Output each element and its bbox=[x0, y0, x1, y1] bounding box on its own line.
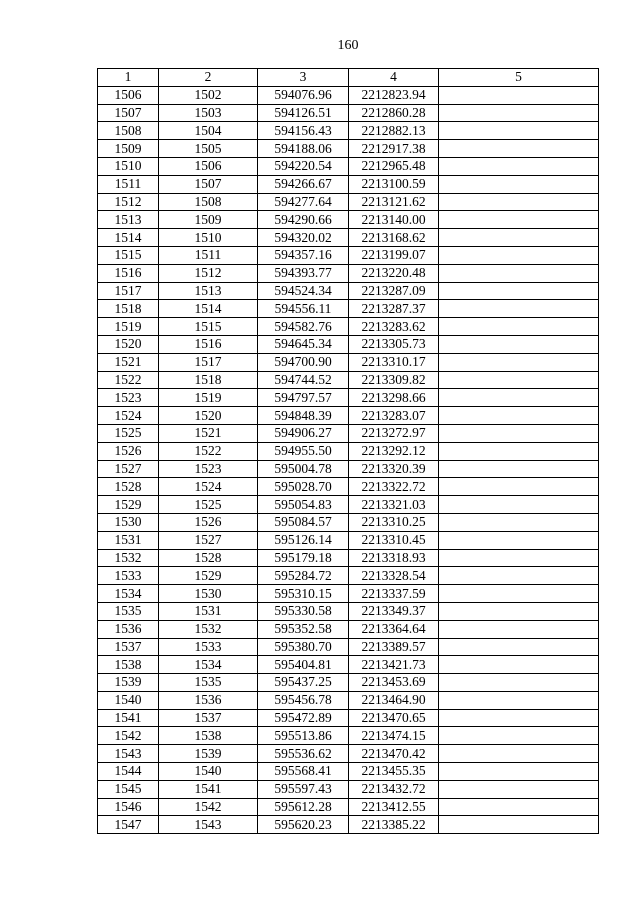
table-cell-col-3: 594320.02 bbox=[258, 229, 349, 247]
table-row bbox=[98, 318, 599, 336]
table-cell-col-5 bbox=[439, 442, 599, 460]
table-cell-col-4: 2212882.13 bbox=[349, 122, 439, 140]
table-cell-col-1: 1539 bbox=[98, 674, 159, 692]
table-row bbox=[98, 549, 599, 567]
table-cell-col-4: 2213389.57 bbox=[349, 638, 439, 656]
table-cell-col-3: 595536.62 bbox=[258, 745, 349, 763]
table-cell-col-5 bbox=[439, 389, 599, 407]
table-cell-col-4: 2213328.54 bbox=[349, 567, 439, 585]
table-cell-col-2: 1540 bbox=[159, 763, 258, 781]
table-cell-col-1: 1543 bbox=[98, 745, 159, 763]
table-cell-col-3: 595126.14 bbox=[258, 531, 349, 549]
table-cell-col-1: 1512 bbox=[98, 193, 159, 211]
table-row bbox=[98, 264, 599, 282]
table-cell-col-1: 1530 bbox=[98, 513, 159, 531]
table-cell-col-3: 595352.58 bbox=[258, 620, 349, 638]
table-header bbox=[98, 69, 599, 87]
table-cell-col-1: 1509 bbox=[98, 140, 159, 158]
table-row bbox=[98, 780, 599, 798]
table-cell-col-1: 1523 bbox=[98, 389, 159, 407]
table-cell-col-4: 2213199.07 bbox=[349, 246, 439, 264]
table-row bbox=[98, 389, 599, 407]
table-cell-col-4: 2213470.65 bbox=[349, 709, 439, 727]
table-cell-col-2: 1506 bbox=[159, 157, 258, 175]
table-cell-col-2: 1535 bbox=[159, 674, 258, 692]
table-cell-col-3: 595472.89 bbox=[258, 709, 349, 727]
table-row bbox=[98, 442, 599, 460]
table-cell-col-2: 1529 bbox=[159, 567, 258, 585]
table-cell-col-1: 1515 bbox=[98, 246, 159, 264]
table-cell-col-3: 595620.23 bbox=[258, 816, 349, 834]
table-cell-col-2: 1504 bbox=[159, 122, 258, 140]
table-cell-col-2: 1534 bbox=[159, 656, 258, 674]
table-cell-col-1: 1538 bbox=[98, 656, 159, 674]
table-cell-col-2: 1522 bbox=[159, 442, 258, 460]
table-cell-col-2: 1525 bbox=[159, 496, 258, 514]
table-cell-col-5 bbox=[439, 318, 599, 336]
table-cell-col-2: 1516 bbox=[159, 335, 258, 353]
table-cell-col-3: 594156.43 bbox=[258, 122, 349, 140]
table-cell-col-5 bbox=[439, 335, 599, 353]
header-col-2: 2 bbox=[159, 69, 258, 87]
table-cell-col-1: 1534 bbox=[98, 585, 159, 603]
table-cell-col-1: 1506 bbox=[98, 86, 159, 104]
table-cell-col-2: 1517 bbox=[159, 353, 258, 371]
table-cell-col-4: 2213283.62 bbox=[349, 318, 439, 336]
table-cell-col-4: 2213309.82 bbox=[349, 371, 439, 389]
table-cell-col-5 bbox=[439, 496, 599, 514]
table-cell-col-5 bbox=[439, 709, 599, 727]
table-cell-col-1: 1544 bbox=[98, 763, 159, 781]
table-cell-col-4: 2213364.64 bbox=[349, 620, 439, 638]
table-row bbox=[98, 193, 599, 211]
table-cell-col-4: 2213385.22 bbox=[349, 816, 439, 834]
table-cell-col-1: 1528 bbox=[98, 478, 159, 496]
table-cell-col-5 bbox=[439, 638, 599, 656]
table-cell-col-4: 2213220.48 bbox=[349, 264, 439, 282]
table-cell-col-3: 594645.34 bbox=[258, 335, 349, 353]
table-cell-col-4: 2213349.37 bbox=[349, 602, 439, 620]
table-cell-col-5 bbox=[439, 798, 599, 816]
table-cell-col-4: 2213464.90 bbox=[349, 691, 439, 709]
table-row bbox=[98, 602, 599, 620]
table-cell-col-4: 2213140.00 bbox=[349, 211, 439, 229]
table-cell-col-3: 594126.51 bbox=[258, 104, 349, 122]
table-cell-col-5 bbox=[439, 140, 599, 158]
table-cell-col-3: 594277.64 bbox=[258, 193, 349, 211]
table-cell-col-2: 1539 bbox=[159, 745, 258, 763]
table-cell-col-3: 594357.16 bbox=[258, 246, 349, 264]
table-cell-col-5 bbox=[439, 780, 599, 798]
table-cell-col-5 bbox=[439, 745, 599, 763]
table-row bbox=[98, 86, 599, 104]
table-cell-col-2: 1532 bbox=[159, 620, 258, 638]
table-cell-col-1: 1532 bbox=[98, 549, 159, 567]
header-col-4: 4 bbox=[349, 69, 439, 87]
table-cell-col-2: 1503 bbox=[159, 104, 258, 122]
table-row bbox=[98, 638, 599, 656]
table-cell-col-1: 1524 bbox=[98, 407, 159, 425]
table-cell-col-3: 595456.78 bbox=[258, 691, 349, 709]
table-row bbox=[98, 122, 599, 140]
coordinates-table bbox=[97, 68, 599, 834]
table-cell-col-5 bbox=[439, 424, 599, 442]
table-cell-col-1: 1533 bbox=[98, 567, 159, 585]
table-cell-col-5 bbox=[439, 122, 599, 140]
table-cell-col-3: 594797.57 bbox=[258, 389, 349, 407]
table-cell-col-2: 1508 bbox=[159, 193, 258, 211]
table-row bbox=[98, 175, 599, 193]
table-cell-col-1: 1519 bbox=[98, 318, 159, 336]
table-row bbox=[98, 140, 599, 158]
table-cell-col-4: 2212965.48 bbox=[349, 157, 439, 175]
table-cell-col-4: 2213337.59 bbox=[349, 585, 439, 603]
table-cell-col-2: 1505 bbox=[159, 140, 258, 158]
table-cell-col-4: 2213168.62 bbox=[349, 229, 439, 247]
table-cell-col-2: 1515 bbox=[159, 318, 258, 336]
table-cell-col-2: 1520 bbox=[159, 407, 258, 425]
table-cell-col-1: 1537 bbox=[98, 638, 159, 656]
table-cell-col-5 bbox=[439, 104, 599, 122]
table-cell-col-1: 1531 bbox=[98, 531, 159, 549]
table-cell-col-3: 595054.83 bbox=[258, 496, 349, 514]
table-cell-col-2: 1509 bbox=[159, 211, 258, 229]
table-row bbox=[98, 513, 599, 531]
table-row bbox=[98, 620, 599, 638]
table-cell-col-4: 2213421.73 bbox=[349, 656, 439, 674]
table-cell-col-5 bbox=[439, 157, 599, 175]
table-row bbox=[98, 674, 599, 692]
table-cell-col-3: 594076.96 bbox=[258, 86, 349, 104]
table-cell-col-5 bbox=[439, 567, 599, 585]
table-cell-col-4: 2213318.93 bbox=[349, 549, 439, 567]
table-cell-col-1: 1510 bbox=[98, 157, 159, 175]
table-row bbox=[98, 371, 599, 389]
table-cell-col-1: 1529 bbox=[98, 496, 159, 514]
table-cell-col-1: 1518 bbox=[98, 300, 159, 318]
table-cell-col-2: 1524 bbox=[159, 478, 258, 496]
table-row bbox=[98, 157, 599, 175]
table-cell-col-5 bbox=[439, 300, 599, 318]
table-cell-col-1: 1511 bbox=[98, 175, 159, 193]
table-cell-col-1: 1517 bbox=[98, 282, 159, 300]
table-cell-col-2: 1536 bbox=[159, 691, 258, 709]
table-cell-col-3: 595568.41 bbox=[258, 763, 349, 781]
table-cell-col-2: 1518 bbox=[159, 371, 258, 389]
table-cell-col-3: 594290.66 bbox=[258, 211, 349, 229]
table-cell-col-2: 1533 bbox=[159, 638, 258, 656]
table-cell-col-1: 1520 bbox=[98, 335, 159, 353]
table-cell-col-1: 1514 bbox=[98, 229, 159, 247]
table-cell-col-3: 595513.86 bbox=[258, 727, 349, 745]
table-cell-col-5 bbox=[439, 656, 599, 674]
table-cell-col-4: 2212860.28 bbox=[349, 104, 439, 122]
table-cell-col-4: 2213305.73 bbox=[349, 335, 439, 353]
table-cell-col-3: 595330.58 bbox=[258, 602, 349, 620]
table-cell-col-1: 1545 bbox=[98, 780, 159, 798]
table-cell-col-1: 1513 bbox=[98, 211, 159, 229]
table-cell-col-3: 595310.15 bbox=[258, 585, 349, 603]
table-row bbox=[98, 246, 599, 264]
table-cell-col-5 bbox=[439, 727, 599, 745]
table-cell-col-2: 1514 bbox=[159, 300, 258, 318]
table-row bbox=[98, 211, 599, 229]
table-cell-col-5 bbox=[439, 86, 599, 104]
table-cell-col-5 bbox=[439, 478, 599, 496]
table-cell-col-5 bbox=[439, 620, 599, 638]
table-cell-col-2: 1527 bbox=[159, 531, 258, 549]
table-cell-col-2: 1526 bbox=[159, 513, 258, 531]
table-cell-col-5 bbox=[439, 585, 599, 603]
table-cell-col-5 bbox=[439, 602, 599, 620]
table-cell-col-4: 2212823.94 bbox=[349, 86, 439, 104]
table-cell-col-5 bbox=[439, 513, 599, 531]
table-cell-col-2: 1507 bbox=[159, 175, 258, 193]
table-cell-col-2: 1543 bbox=[159, 816, 258, 834]
table-cell-col-5 bbox=[439, 229, 599, 247]
table-cell-col-4: 2212917.38 bbox=[349, 140, 439, 158]
table-cell-col-4: 2213121.62 bbox=[349, 193, 439, 211]
table-row bbox=[98, 424, 599, 442]
table-cell-col-2: 1538 bbox=[159, 727, 258, 745]
page-number: 160 bbox=[337, 38, 359, 53]
table-row bbox=[98, 407, 599, 425]
table-cell-col-3: 594955.50 bbox=[258, 442, 349, 460]
table-cell-col-5 bbox=[439, 264, 599, 282]
table-cell-col-3: 594556.11 bbox=[258, 300, 349, 318]
table-cell-col-3: 595597.43 bbox=[258, 780, 349, 798]
table-cell-col-4: 2213474.15 bbox=[349, 727, 439, 745]
header-row bbox=[98, 69, 599, 87]
table-cell-col-5 bbox=[439, 282, 599, 300]
table-cell-col-5 bbox=[439, 353, 599, 371]
table-cell-col-2: 1523 bbox=[159, 460, 258, 478]
table-cell-col-4: 2213320.39 bbox=[349, 460, 439, 478]
table-row bbox=[98, 656, 599, 674]
table-cell-col-3: 594393.77 bbox=[258, 264, 349, 282]
table-cell-col-5 bbox=[439, 691, 599, 709]
table-cell-col-3: 595084.57 bbox=[258, 513, 349, 531]
table-row bbox=[98, 745, 599, 763]
table-cell-col-3: 594220.54 bbox=[258, 157, 349, 175]
table-body bbox=[98, 86, 599, 833]
table-cell-col-3: 595404.81 bbox=[258, 656, 349, 674]
table-cell-col-5 bbox=[439, 674, 599, 692]
table-cell-col-3: 595179.18 bbox=[258, 549, 349, 567]
table-cell-col-1: 1525 bbox=[98, 424, 159, 442]
table-cell-col-5 bbox=[439, 211, 599, 229]
table-cell-col-4: 2213287.09 bbox=[349, 282, 439, 300]
header-col-1: 1 bbox=[98, 69, 159, 87]
table-cell-col-3: 595284.72 bbox=[258, 567, 349, 585]
table-cell-col-1: 1546 bbox=[98, 798, 159, 816]
table-cell-col-3: 595028.70 bbox=[258, 478, 349, 496]
table-row bbox=[98, 567, 599, 585]
table-row bbox=[98, 709, 599, 727]
table-cell-col-1: 1521 bbox=[98, 353, 159, 371]
table-cell-col-2: 1511 bbox=[159, 246, 258, 264]
table-cell-col-4: 2213321.03 bbox=[349, 496, 439, 514]
table-row bbox=[98, 531, 599, 549]
table-cell-col-5 bbox=[439, 371, 599, 389]
table-cell-col-1: 1547 bbox=[98, 816, 159, 834]
table-row bbox=[98, 816, 599, 834]
table-cell-col-5 bbox=[439, 763, 599, 781]
table-row bbox=[98, 478, 599, 496]
table-row bbox=[98, 496, 599, 514]
table-cell-col-4: 2213298.66 bbox=[349, 389, 439, 407]
table-cell-col-4: 2213100.59 bbox=[349, 175, 439, 193]
table-cell-col-1: 1542 bbox=[98, 727, 159, 745]
table-row bbox=[98, 335, 599, 353]
table-cell-col-5 bbox=[439, 407, 599, 425]
table-cell-col-4: 2213432.72 bbox=[349, 780, 439, 798]
table-cell-col-2: 1542 bbox=[159, 798, 258, 816]
table-cell-col-2: 1537 bbox=[159, 709, 258, 727]
table-cell-col-2: 1519 bbox=[159, 389, 258, 407]
table-cell-col-2: 1531 bbox=[159, 602, 258, 620]
table-cell-col-4: 2213322.72 bbox=[349, 478, 439, 496]
table-cell-col-2: 1513 bbox=[159, 282, 258, 300]
table-cell-col-1: 1541 bbox=[98, 709, 159, 727]
table-cell-col-3: 594266.67 bbox=[258, 175, 349, 193]
table-cell-col-1: 1508 bbox=[98, 122, 159, 140]
table-cell-col-1: 1536 bbox=[98, 620, 159, 638]
table-cell-col-2: 1521 bbox=[159, 424, 258, 442]
table-cell-col-4: 2213470.42 bbox=[349, 745, 439, 763]
table-cell-col-2: 1510 bbox=[159, 229, 258, 247]
table-row bbox=[98, 727, 599, 745]
table-cell-col-4: 2213283.07 bbox=[349, 407, 439, 425]
table-row bbox=[98, 104, 599, 122]
table-row bbox=[98, 460, 599, 478]
table-row bbox=[98, 585, 599, 603]
table-cell-col-1: 1526 bbox=[98, 442, 159, 460]
table-cell-col-3: 594700.90 bbox=[258, 353, 349, 371]
table-cell-col-5 bbox=[439, 816, 599, 834]
table-cell-col-4: 2213292.12 bbox=[349, 442, 439, 460]
table-cell-col-4: 2213453.69 bbox=[349, 674, 439, 692]
table-cell-col-3: 594188.06 bbox=[258, 140, 349, 158]
table-row bbox=[98, 798, 599, 816]
table-cell-col-3: 595612.28 bbox=[258, 798, 349, 816]
table-cell-col-2: 1502 bbox=[159, 86, 258, 104]
table-cell-col-1: 1507 bbox=[98, 104, 159, 122]
table-cell-col-5 bbox=[439, 193, 599, 211]
table-cell-col-5 bbox=[439, 175, 599, 193]
table-cell-col-1: 1522 bbox=[98, 371, 159, 389]
table-cell-col-4: 2213310.45 bbox=[349, 531, 439, 549]
table-cell-col-2: 1512 bbox=[159, 264, 258, 282]
table-cell-col-4: 2213310.17 bbox=[349, 353, 439, 371]
table-cell-col-1: 1535 bbox=[98, 602, 159, 620]
table-cell-col-5 bbox=[439, 531, 599, 549]
table-cell-col-4: 2213287.37 bbox=[349, 300, 439, 318]
table-cell-col-1: 1540 bbox=[98, 691, 159, 709]
header-col-5: 5 bbox=[439, 69, 599, 87]
table-cell-col-3: 594524.34 bbox=[258, 282, 349, 300]
table-cell-col-3: 595380.70 bbox=[258, 638, 349, 656]
table-cell-col-5 bbox=[439, 549, 599, 567]
table-cell-col-2: 1541 bbox=[159, 780, 258, 798]
table-cell-col-4: 2213455.35 bbox=[349, 763, 439, 781]
table-cell-col-3: 594744.52 bbox=[258, 371, 349, 389]
table-cell-col-1: 1516 bbox=[98, 264, 159, 282]
table-cell-col-4: 2213272.97 bbox=[349, 424, 439, 442]
table-row bbox=[98, 229, 599, 247]
table-cell-col-5 bbox=[439, 460, 599, 478]
table-cell-col-4: 2213412.55 bbox=[349, 798, 439, 816]
table-cell-col-3: 595437.25 bbox=[258, 674, 349, 692]
header-col-3: 3 bbox=[258, 69, 349, 87]
table-cell-col-1: 1527 bbox=[98, 460, 159, 478]
table-row bbox=[98, 282, 599, 300]
table-row bbox=[98, 763, 599, 781]
table-cell-col-2: 1528 bbox=[159, 549, 258, 567]
table-cell-col-3: 595004.78 bbox=[258, 460, 349, 478]
table-row bbox=[98, 300, 599, 318]
table-cell-col-5 bbox=[439, 246, 599, 264]
table-cell-col-3: 594848.39 bbox=[258, 407, 349, 425]
table-cell-col-2: 1530 bbox=[159, 585, 258, 603]
table-row bbox=[98, 353, 599, 371]
table-cell-col-3: 594582.76 bbox=[258, 318, 349, 336]
table-row bbox=[98, 691, 599, 709]
table-cell-col-3: 594906.27 bbox=[258, 424, 349, 442]
table-cell-col-4: 2213310.25 bbox=[349, 513, 439, 531]
